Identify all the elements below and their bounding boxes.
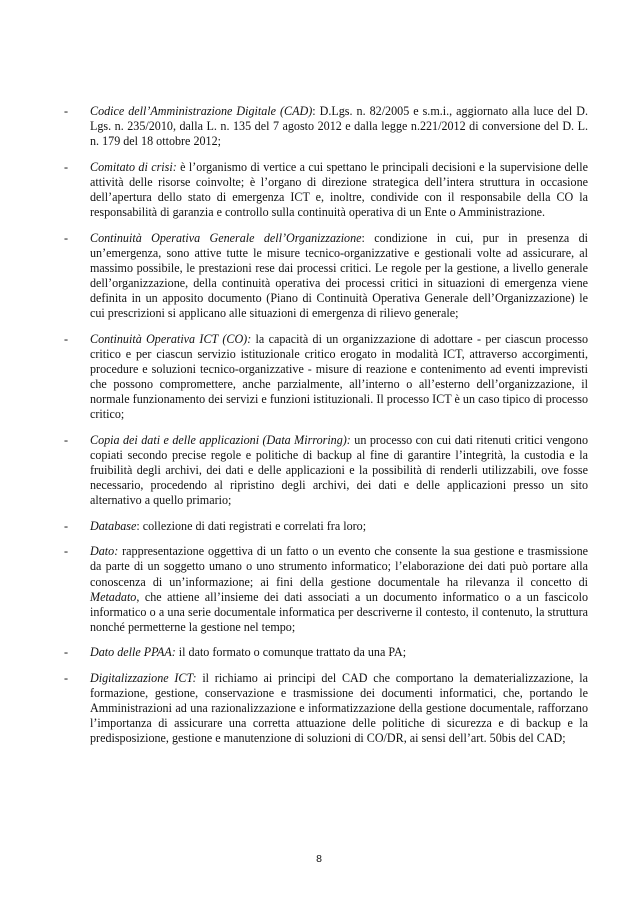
list-dash: -: [64, 518, 69, 533]
definition-dato-continued: , che attiene all’insieme dei dati associati a un documento informatico o a un fascicolo informatico o a una serie documentale informatica per descriverne il contesto, il contenuto, la struttura nonché permetterne la gestione nel tempo;: [90, 589, 588, 634]
definition-database: collezione di dati registrati e correlati fra loro;: [139, 518, 367, 533]
term-separator: :: [312, 104, 316, 118]
glossary-entry-cad: [64, 104, 588, 149]
list-dash: -: [64, 432, 69, 447]
term-dato: Dato:: [90, 544, 119, 559]
list-dash: -: [64, 645, 69, 660]
term-separator: :: [136, 518, 140, 533]
glossary-entry-continuita-generale: [64, 231, 588, 322]
glossary-entry-dato-ppaa: [64, 645, 588, 660]
glossary-entry-digitalizzazione: [64, 671, 588, 746]
list-dash: -: [64, 230, 69, 245]
definition-continuita-generale: condizione in cui, pur in presenza di un’emergenza, sono attive tutte le misure tecnico-organizzative e gestionali volte ad assicurare, al massimo possibile, le prestazioni rese dai processi critici. Le regole per la gestione, a livello generale dell’organizzazione, della continuità operativa dei processi critici in situazioni di emergenza viene definita in un apposito documento (Piano di Continuità Operativa Generale dell’Organizzazione) le cui prescrizioni si applicano alle situazioni di emergenza di rilievo generale;: [90, 230, 588, 321]
list-dash: -: [64, 671, 69, 685]
inline-term-metadato: Metadato: [90, 589, 137, 604]
definition-cad: D.Lgs. n. 82/2005 e s.m.i., aggiornato alla luce del D. Lgs. n. 235/2010, dalla L. n. 135 del 7 agosto 2012 e dalla legge n.221/2012 di conversione del D. L. n. 179 del 18 ottobre 2012;: [90, 104, 588, 149]
definition-data-mirroring: un processo con cui dati ritenuti critici vengono copiati secondo precise regole e politiche di backup al fine di garantire l’integrità, la custodia e la fruibilità degli archivi, dei dati e delle applicazioni e la possibilità di renderli utilizzabili, ove fosse necessario, procedendo al ripristino degli archivi, dei dati e delle applicazioni presso un sito alternativo a quello primario;: [90, 432, 588, 508]
glossary-entry-data-mirroring: [64, 433, 588, 508]
glossary-entry-comitato-crisi: [64, 160, 588, 220]
glossary-entry-dato: [64, 544, 588, 635]
definition-dato: rappresentazione oggettiva di un fatto o un evento che consente la sua gestione e trasmissione da parte di un soggetto umano o uno strumento informatico; l’elaborazione dei dati può portare alla conoscenza di un’informazione; ai fini della gestione documentale ha rilevanza il concetto di: [90, 544, 588, 589]
term-continuita-generale: Continuità Operativa Generale dell’Organizzazione: [90, 230, 362, 245]
list-dash: -: [64, 104, 69, 118]
definition-comitato-crisi: è l’organismo di vertice a cui spettano le principali decisioni e la supervisione delle attività delle risorse coinvolte; è l’organo di direzione strategica dell’intera struttura in occasione dell’apertura dello stato di emergenza ICT e, inoltre, condivide con il responsabile della CO la responsabilità di garanzia e controllo sulla continuità operativa di un Ente o Amministrazione.: [90, 159, 588, 220]
definition-continuita-ict: la capacità di un organizzazione di adottare - per ciascun processo critico e per ciascun servizio istituzionale critico erogato in modalità ICT, attraverso accorgimenti, procedure e soluzioni tecnico-organizzative - misure di reazione e contenimento ad eventi imprevisti che possono compromettere, anche parzialmente, all’interno o all’esterno dell’organizzazione, il normale funzionamento dei servizi e funzioni istituzionali. Il processo ICT è un caso tipico di processo critico;: [90, 331, 588, 422]
term-cad: Codice dell’Amministrazione Digitale (CAD): [90, 104, 313, 118]
glossary-entry-continuita-ict: [64, 332, 588, 423]
definition-dato-ppaa: il dato formato o comunque trattato da una PA;: [175, 645, 407, 660]
term-digitalizzazione: Digitalizzazione ICT:: [90, 671, 197, 685]
definition-digitalizzazione: il richiamo ai principi del CAD che comportano la dematerializzazione, la formazione, gestione, conservazione e trasmissione dei documenti informatici, che, portando le Amministrazioni ad una razionalizzazione e informatizzazione della gestione documentale, rafforzano l’importanza di assicurare una corretta attuazione delle politiche di sicurezza e di backup e la predisposizione, gestione e manutenzione di soluzioni di CO/DR, ai sensi dell’art. 50bis del CAD;: [90, 671, 588, 746]
list-dash: -: [64, 331, 69, 346]
glossary-entry-database: [64, 519, 588, 534]
term-dato-ppaa: Dato delle PPAA:: [90, 645, 176, 660]
list-dash: -: [64, 159, 69, 174]
term-continuita-ict: Continuità Operativa ICT (CO):: [90, 331, 252, 346]
term-separator: :: [361, 230, 365, 245]
term-data-mirroring: Copia dei dati e delle applicazioni (Data Mirroring):: [90, 432, 351, 447]
list-dash: -: [64, 544, 69, 559]
term-database: Database: [90, 518, 137, 533]
term-comitato-crisi: Comitato di crisi:: [90, 159, 177, 174]
glossary-list: [64, 104, 588, 757]
page-number: 8: [316, 853, 322, 865]
